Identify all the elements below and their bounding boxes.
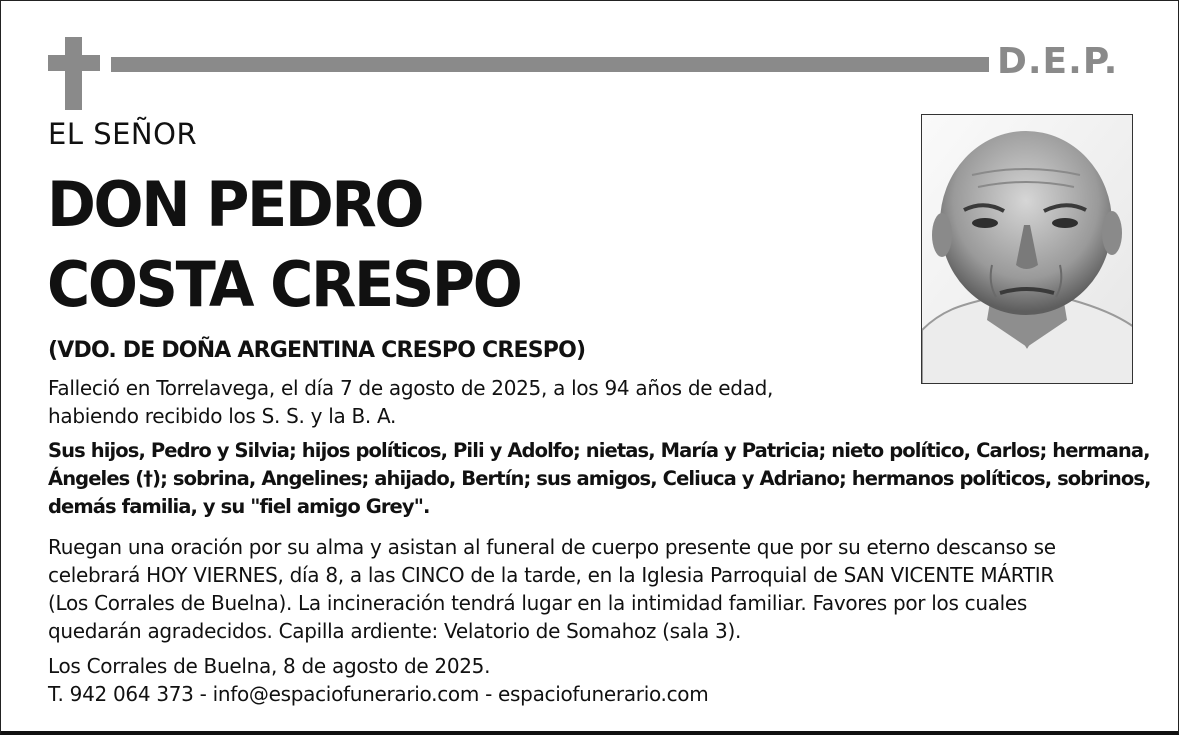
dep-label: D.E.P. [997, 41, 1119, 82]
death-details [48, 374, 773, 430]
deceased-name [47, 165, 520, 325]
cross-icon [48, 37, 100, 110]
portrait-photo [921, 114, 1133, 384]
place-date: Los Corrales de Buelna, 8 de agosto de 2025. [48, 654, 491, 678]
family-line-1: Sus hijos, Pedro y Silvia; hijos políticos, Pili y Adolfo; nietas, María y Patricia; nieto político, Carlos; hermana, [48, 439, 1150, 462]
widow-note: (VDO. DE DOÑA ARGENTINA CRESPO CRESPO) [48, 338, 586, 363]
contact-info: T. 942 064 373 - info@espaciofunerario.com - espaciofunerario.com [48, 682, 709, 706]
funeral-details [48, 533, 1056, 645]
footer [48, 652, 708, 708]
death-line-2: habiendo recibido los S. S. y la B. A. [48, 404, 397, 428]
family-line-2: Ángeles (†); sobrina, Angelines; ahijado, Bertín; sus amigos, Celiuca y Adriano; hermanos políticos, sobrinos, [48, 467, 1151, 490]
header-rule [111, 57, 989, 72]
name-line-1: DON PEDRO [47, 168, 423, 241]
name-line-2: COSTA CRESPO [47, 248, 521, 321]
funeral-line-2: celebrará HOY VIERNES, día 8, a las CINCO de la tarde, en la Iglesia Parroquial de SAN VICENTE MÁRTIR [48, 563, 1054, 587]
family-line-3: demás familia, y su "fiel amigo Grey". [48, 495, 430, 518]
death-line-1: Falleció en Torrelavega, el día 7 de agosto de 2025, a los 94 años de edad, [48, 376, 774, 400]
funeral-line-1: Ruegan una oración por su alma y asistan al funeral de cuerpo presente que por su eterno descanso se [48, 535, 1056, 559]
honorific: EL SEÑOR [48, 117, 198, 151]
funeral-line-3: (Los Corrales de Buelna). La incineración tendrá lugar en la intimidad familiar. Favores por los cuales [48, 591, 1028, 615]
family-list [48, 437, 1151, 521]
portrait-image [922, 115, 1133, 384]
funeral-line-4: quedarán agradecidos. Capilla ardiente: Velatorio de Somahoz (sala 3). [48, 619, 742, 643]
